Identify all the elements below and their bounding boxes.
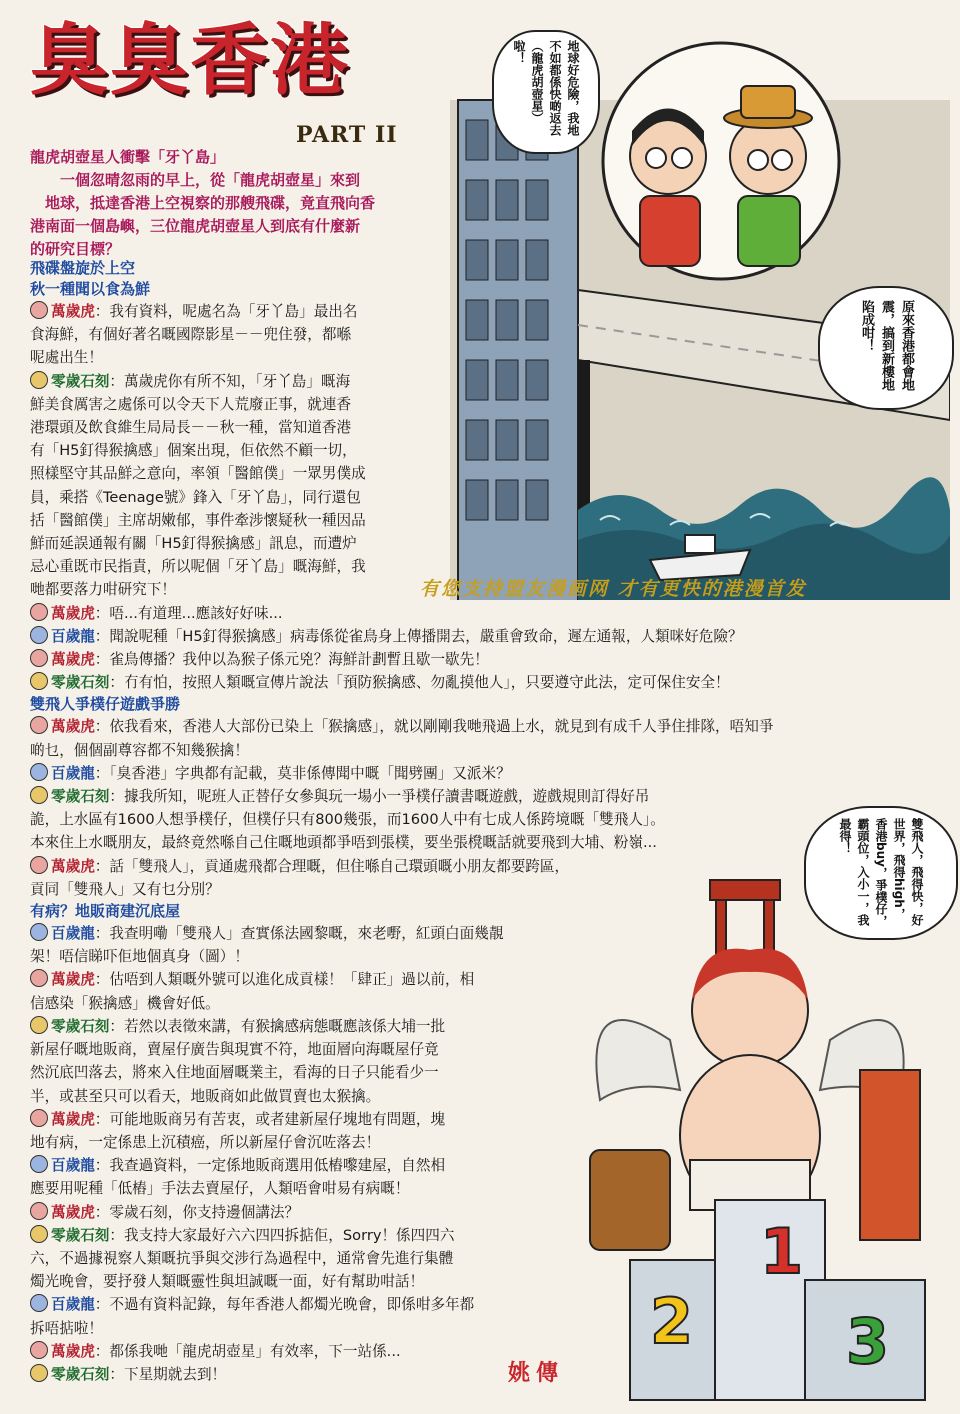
section-heading: 秋一種聞以食為鮮 xyxy=(30,280,151,298)
speaker-name: 萬歲虎 xyxy=(51,651,95,669)
dialogue-line xyxy=(30,300,460,323)
dialogue-text: 新屋仔嘅地販商，賣屋仔廣告與現實不符，地面層向海嘅屋仔竟 xyxy=(30,1041,439,1059)
dialogue-line xyxy=(30,968,630,991)
alien-duo-illustration xyxy=(596,36,846,286)
intro-block xyxy=(30,146,450,261)
author-signature: 姚傳 xyxy=(508,1360,565,1386)
dialogue-text: 有「H5釘得猴擒感」個案出現，佢依然不顧一切， xyxy=(30,442,357,460)
dialogue-text: 哋都要落力咁研究下！ xyxy=(30,581,176,599)
dialogue-line xyxy=(30,393,460,416)
dialogue-text: ：據我所知，呢班人正替仔女參與玩一場小一爭樸仔讀書嘅遊戲，遊戲規則訂得好吊 xyxy=(109,788,650,806)
speaker-name: 零歲石刻 xyxy=(51,1226,110,1244)
dialogue-line xyxy=(30,1131,630,1154)
dialogue-text: ：估唔到人類嘅外號可以進化成貢樣！「肆正」過以前，相 xyxy=(94,971,475,989)
dialogue-line xyxy=(30,878,940,901)
dialogue-text: ：我有資料，呢處名為「牙丫島」最出名 xyxy=(94,303,358,320)
speaker-name: 萬歲虎 xyxy=(51,1110,95,1128)
dialogue-text: 貢同「雙飛人」又有乜分別？ xyxy=(30,880,220,898)
dialogue-text: 架！唔信睇吓佢地個真身（圖）！ xyxy=(30,948,249,966)
dialogue-line xyxy=(30,739,940,762)
dialogue-text: 六，不過據視察人類嘅抗爭與交涉行為過程中，通常會先進行集體 xyxy=(30,1249,454,1267)
dialogue-line xyxy=(30,462,460,485)
dialogue-line xyxy=(30,922,630,945)
dialogue-text: ：唔...有道理...應該好好味... xyxy=(94,604,283,622)
watermark-banner: 有您支持盟友漫画网 才有更快的港漫首发 xyxy=(420,578,807,600)
stone-avatar-icon xyxy=(30,1364,48,1382)
section-heading: 有病？地販商建沉底屋 xyxy=(30,902,181,921)
tiger-avatar-icon xyxy=(30,649,48,667)
podium-number-1: 1 xyxy=(760,1215,804,1288)
speech-bubble-middle: 原來香港都會地震，搞到新樓地陷成咁！ xyxy=(818,286,954,410)
intro-line: 的研究目標？ xyxy=(30,240,121,258)
tiger-avatar-icon xyxy=(30,1109,48,1127)
dialogue-text: 港環頭及飲食維生局局長－－秋一種，當知道香港 xyxy=(30,419,352,437)
speaker-name: 百歲龍 xyxy=(51,627,95,645)
speaker-name: 百歲龍 xyxy=(51,1296,95,1314)
tiger-avatar-icon xyxy=(30,1341,48,1359)
dialogue-text: ：不過有資料記錄，每年香港人都燭光晚會，即係咁多年都 xyxy=(94,1296,475,1314)
dialogue-text: 拆唔掂啦！ xyxy=(30,1319,103,1337)
intro-line: 地球，抵達香港上空視察的那艘飛碟，竟直飛向香 xyxy=(30,194,376,212)
dialogue-text: ：冇有怕，按照人類嘅宣傳片說法「預防猴擒感、勿亂摸他人」，只要遵守此法，定可保住安全！ xyxy=(109,674,730,692)
dialogue-line xyxy=(30,762,940,785)
dialogue-text: 半，或甚至只可以看天，地販商如此做買賣也太猴擒。 xyxy=(30,1087,381,1105)
dialogue-text: 信感染「猴擒感」機會好低。 xyxy=(30,994,220,1012)
section-heading: 雙飛人爭樸仔遊戲爭勝 xyxy=(30,695,181,714)
speaker-name: 萬歲虎 xyxy=(51,1342,95,1360)
dialogue-line xyxy=(30,439,460,462)
dialogue-text: 鮮美食厲害之處係可以令天下人荒廢正事，就連香 xyxy=(30,395,352,413)
dialogue-text: 括「醫館僕」主席胡嫩郁，事件牽涉懷疑秋一種因品 xyxy=(30,511,366,529)
dialogue-line xyxy=(30,1177,630,1200)
dialogue-line xyxy=(30,715,940,738)
dialogue-line xyxy=(30,509,460,532)
dialogue-text: 忌心重既市民指責，所以呢個「牙丫島」嘅海鮮，我 xyxy=(30,558,366,576)
speaker-name: 零歲石刻 xyxy=(51,1017,110,1035)
dialogue-text: 應要用呢種「低樁」手法去賣屋仔，人類唔會咁易有病嘅！ xyxy=(30,1180,410,1198)
dialogue-line xyxy=(30,1108,630,1131)
dialogue-text: 啲乜，個個副尊容都不知幾猴擒！ xyxy=(30,741,249,759)
dialogue-line xyxy=(30,855,940,878)
dialogue-line xyxy=(30,1038,630,1061)
speaker-name: 萬歲虎 xyxy=(51,303,95,320)
speaker-name: 零歲石刻 xyxy=(51,1365,110,1383)
stone-avatar-icon xyxy=(30,371,48,389)
tiger-avatar-icon xyxy=(30,856,48,874)
dialogue-line xyxy=(30,1293,630,1316)
dragon-avatar-icon xyxy=(30,1294,48,1312)
dialogue-line xyxy=(30,555,460,578)
intro-line: 一個忽晴忽雨的早上，從「龍虎胡壺星」來到 xyxy=(30,171,361,189)
dialogue-text: ：都係我哋「龍虎胡壺星」有效率，下一站係... xyxy=(94,1342,401,1360)
dialogue-line xyxy=(30,1154,630,1177)
dialogue-text: 本來住上水嘅朋友，最終竟然喺自己住嘅地頭都爭唔到張樸，要坐張櫈嘅話就要飛到大埔、粉嶺... xyxy=(30,834,657,852)
stone-avatar-icon xyxy=(30,1225,48,1243)
speaker-name: 萬歲虎 xyxy=(51,718,95,736)
podium-number-2: 2 xyxy=(650,1285,694,1358)
dialogue-line xyxy=(30,1085,630,1108)
dialogue-line xyxy=(30,808,940,831)
tiger-avatar-icon xyxy=(30,969,48,987)
dialogue-line xyxy=(30,625,940,648)
dialogue-text: 然沉底凹落去，將來入住地面層嘅業主，看海的日子只能看少一 xyxy=(30,1064,439,1082)
dialogue-text: ：可能地販商另有苦衷，或者建新屋仔塊地有問題，塊 xyxy=(94,1110,446,1128)
speaker-name: 零歲石刻 xyxy=(51,372,110,390)
stone-avatar-icon xyxy=(30,786,48,804)
speech-bubble-right: 雙飛人，飛得快，好世界，飛得high，香港buy，爭樸仔，霸頭位，入小一，我最得！ xyxy=(804,806,958,940)
dialogue-line xyxy=(30,532,460,555)
tiger-avatar-icon xyxy=(30,1202,48,1220)
podium-number-3: 3 xyxy=(846,1305,890,1378)
dialogue-text: 燭光晚會，要抒發人類嘅靈性與坦誠嘅一面，好有幫助咁話！ xyxy=(30,1273,425,1291)
dialogue-text: ：我查明嘞「雙飛人」查實係法國黎嘅，來老嘢，紅頭白面幾靚 xyxy=(94,925,504,943)
speaker-name: 百歲龍 xyxy=(51,925,95,943)
dialogue-line xyxy=(30,1015,630,1038)
dialogue-line xyxy=(30,370,460,393)
dialogue-text: 詭，上水區有1600人想爭樸仔，但樸仔只有800幾張，而1600人中有七成人係跨境嘅「雙飛人」。 xyxy=(30,811,665,829)
dialogue-line xyxy=(30,1247,630,1270)
dialogue-line xyxy=(30,346,460,369)
dialogue-line xyxy=(30,648,940,671)
dialogue-text: ：零歲石刻，你支持邊個講法？ xyxy=(94,1203,300,1221)
tiger-avatar-icon xyxy=(30,716,48,734)
dialogue-text: 照樣堅守其品鮮之意向，率領「醫館僕」一眾男僕成 xyxy=(30,465,366,483)
speaker-name: 零歲石刻 xyxy=(51,674,110,692)
dialogue-text: ：聞說呢種「H5釘得猴擒感」病毒係從雀鳥身上傳播開去，嚴重會致命，遲左通報，人類咪好危險？ xyxy=(94,627,743,645)
speaker-name: 萬歲虎 xyxy=(51,971,95,989)
dialogue-line xyxy=(30,416,460,439)
dialogue-text: ：雀鳥傳播？我仲以為猴子係元兇？海鮮計劃暫且歇一歇先！ xyxy=(94,651,489,669)
dragon-avatar-icon xyxy=(30,1155,48,1173)
dialogue-line xyxy=(30,323,460,346)
dialogue-line xyxy=(30,671,940,694)
section-heading: 飛碟盤旋於上空 xyxy=(30,259,136,277)
dialogue-text: ：若然以表徵來講，有猴擒感病態嘅應該係大埔一批 xyxy=(109,1017,446,1035)
dialogue-line xyxy=(30,1201,630,1224)
intro-headline: 龍虎胡壺星人衝擊「牙丫島」 xyxy=(30,148,226,166)
dragon-avatar-icon xyxy=(30,923,48,941)
speaker-name: 萬歲虎 xyxy=(51,1203,95,1221)
article-body xyxy=(30,258,940,1386)
intro-line: 港南面一個島嶼，三位龍虎胡壺星人到底有什麼新 xyxy=(30,217,361,235)
dialogue-line xyxy=(30,831,940,854)
tiger-avatar-icon xyxy=(30,301,48,319)
dialogue-text: 食海鮮，有個好著名嘅國際影星－－兜住發，都喺 xyxy=(30,326,352,344)
dialogue-line xyxy=(30,1061,630,1084)
dialogue-line xyxy=(30,1270,630,1293)
stone-avatar-icon xyxy=(30,672,48,690)
dialogue-text: ：下星期就去到！ xyxy=(109,1365,227,1383)
speaker-name: 百歲龍 xyxy=(51,764,95,782)
dragon-avatar-icon xyxy=(30,626,48,644)
dialogue-text: 鮮而延誤通報有關「H5釘得猴擒感」訊息，而遭炉 xyxy=(30,535,357,553)
dialogue-line xyxy=(30,578,460,601)
dialogue-line xyxy=(30,602,940,625)
dialogue-line xyxy=(30,1317,630,1340)
speaker-name: 萬歲虎 xyxy=(51,857,95,875)
speech-bubble-top: 地球好危險，我地不如都係快啲返去（龍虎胡壺星）啦！ xyxy=(492,30,600,154)
dialogue-text: 員，乘搭《Teenage號》鋒入「牙丫島」，同行還包 xyxy=(30,488,361,506)
dialogue-line xyxy=(30,992,630,1015)
page-title: 臭臭香港 xyxy=(30,15,351,106)
part-label: PART II xyxy=(296,122,398,148)
dialogue-text: 呢處出生！ xyxy=(30,349,103,367)
dialogue-line xyxy=(30,1224,630,1247)
dialogue-text: ：「臭香港」字典都有記載，莫非係傳聞中嘅「聞劈團」又派米？ xyxy=(94,764,511,782)
dialogue-text: ：萬歲虎你有所不知，「牙丫島」嘅海 xyxy=(109,372,351,390)
speaker-name: 零歲石刻 xyxy=(51,788,110,806)
dialogue-line xyxy=(30,486,460,509)
dialogue-text: ：話「雙飛人」，貢通處飛都合理嘅，但住喺自己環頭嘅小朋友都要跨區， xyxy=(94,857,570,875)
dialogue-text: ：依我看來，香港人大部份已染上「猴擒感」，就以剛剛我哋飛過上水，就見到有成千人爭住排隊，唔知爭 xyxy=(94,718,774,736)
dialogue-text: 地有病，一定係患上沉積癌，所以新屋仔會沉咗落去！ xyxy=(30,1133,381,1151)
dialogue-text: ：我查過資料，一定係地販商選用低樁嚟建屋，自然相 xyxy=(94,1157,446,1175)
dialogue-line xyxy=(30,945,630,968)
speaker-name: 萬歲虎 xyxy=(51,604,95,622)
tiger-avatar-icon xyxy=(30,603,48,621)
speaker-name: 百歲龍 xyxy=(51,1157,95,1175)
stone-avatar-icon xyxy=(30,1016,48,1034)
dragon-avatar-icon xyxy=(30,763,48,781)
dialogue-line xyxy=(30,785,940,808)
dialogue-text: ：我支持大家最好六六四四拆掂佢，Sorry！係四四六 xyxy=(109,1226,455,1244)
